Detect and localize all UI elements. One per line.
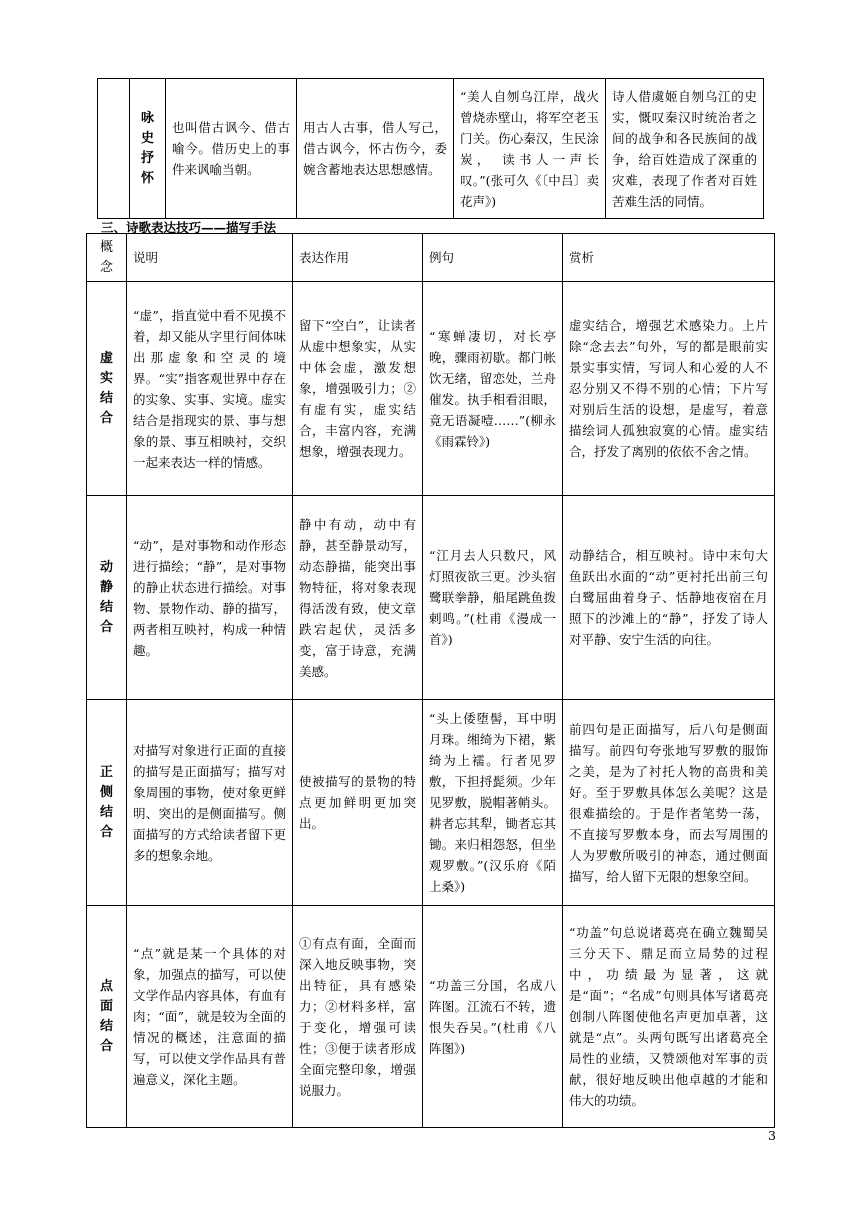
- table-row-yongshi: [98, 79, 764, 219]
- section-title: 三、诗歌表达技巧——描写手法: [101, 220, 277, 235]
- concept-char: 合: [99, 619, 113, 635]
- description-techniques-table: [86, 233, 775, 1128]
- category-char: 史: [140, 130, 154, 146]
- blank-cell: [98, 79, 130, 219]
- effect-cell: ①有点有面，全面而深入地反映事物，突出特征，具有感染力；②材料多样，富于变化，增强可读性；③便于读者形成全面完整印象，增强说服力。: [293, 906, 423, 1128]
- effect-cell: 留下“空白”，让读者从虚中想象实，从实中体会虚，激发想象，增强吸引力；②有虚有实，虚实结合，丰富内容，充满想象，增强表现力。: [293, 282, 423, 496]
- effect-cell: 静中有动，动中有静，甚至静景动写，动态静描，能突出事物特征，将对象表现得活泼有致，使文章跌宕起伏，灵活多变，富于诗意，充满美感。: [293, 496, 423, 700]
- description-cell: 也叫借古讽今、借古喻今。借历史上的事件来讽喻当朝。: [166, 79, 297, 219]
- concept-char: 动: [99, 559, 113, 575]
- concept-cell: [87, 496, 127, 700]
- concept-char: 合: [99, 824, 113, 840]
- description-cell: “虚”，指直觉中看不见摸不着，却又能从字里行间体味出那虚象和空灵的境界。“实”指客观世界中存在的实象、实事、实境。虚实结合是指现实的景、事与想象的景、事互相映衬，交织一起来表达一样的情感。: [127, 282, 293, 496]
- concept-char: 实: [99, 370, 113, 386]
- header-appreciation: 赏析: [563, 234, 775, 282]
- page-number: 3: [768, 1128, 776, 1143]
- appreciation-cell: 前四句是正面描写，后八句是侧面描写。前四句夸张地写罗敷的服饰之美，是为了衬托人物的高贵和美好。至于罗敷具体怎么美呢？这是很难描绘的。于是作者笔势一荡，不直接写罗敷本身，而去写周围的人为罗敷所吸引的神态，通过侧面描写，给人留下无限的想象空间。: [563, 700, 775, 906]
- header-effect: 表达作用: [293, 234, 423, 282]
- header-char: 念: [99, 259, 113, 275]
- example-cell: “美人自刎乌江岸，战火曾烧赤壁山，将军空老玉门关。伤心秦汉，生民涂炭， 读书人一声长叹。”(张可久《〔中吕〕卖花声》): [454, 79, 606, 219]
- example-cell: “功盖三分国，名成八阵图。江流石不转，遗恨失吞吴。”(杜甫《八阵图》): [423, 906, 563, 1128]
- header-char: 概: [99, 239, 113, 255]
- header-concept: [87, 234, 127, 282]
- concept-char: 面: [99, 998, 113, 1014]
- category-char: 咏: [140, 110, 154, 126]
- table-header-row: [87, 234, 775, 282]
- category-char: 怀: [140, 170, 154, 186]
- concept-char: 合: [99, 1038, 113, 1054]
- concept-char: 结: [99, 804, 113, 820]
- example-cell: “头上倭堕髻，耳中明月珠。缃绮为下裙，紫绮为上襦。行者见罗敷，下担捋髭须。少年见罗敷，脱帽著帩头。耕者忘其犁，锄者忘其锄。来归相怨怒，但坐观罗敷。”(汉乐府《陌上桑》): [423, 700, 563, 906]
- appreciation-cell: 虚实结合，增强艺术感染力。上片除“念去去”句外，写的都是眼前实景实事实情，写词人和心爱的人不忍分别又不得不别的心情；下片写对别后生活的设想，是虚写，着意描绘词人孤独寂寞的心情。虚实结合，抒发了离别的依依不舍之情。: [563, 282, 775, 496]
- concept-cell: [87, 700, 127, 906]
- concept-char: 虚: [99, 350, 113, 366]
- concept-char: 结: [99, 599, 113, 615]
- example-cell: “寒蝉凄切，对长亭晚，骤雨初歇。都门帐饮无绪，留恋处，兰舟催发。执手相看泪眼，竟无语凝噎……”(柳永《雨霖铃》): [423, 282, 563, 496]
- concept-char: 点: [99, 978, 113, 994]
- table-row-dianmian: [87, 906, 775, 1128]
- appreciation-cell: 诗人借虞姬自刎乌江的史实，慨叹秦汉时统治者之间的战争和各民族间的战争，给百姓造成了深重的灾难，表现了作者对百姓苦难生活的同情。: [606, 79, 764, 219]
- concept-cell: [87, 906, 127, 1128]
- header-example: 例句: [423, 234, 563, 282]
- category-cell: [130, 79, 166, 219]
- category-char: 抒: [140, 150, 154, 166]
- concept-char: 结: [99, 1018, 113, 1034]
- header-description: 说明: [127, 234, 293, 282]
- effect-cell: 用古人古事，借人写己，借古讽今，怀古伤今，委婉含蓄地表达思想感情。: [297, 79, 454, 219]
- concept-char: 结: [99, 390, 113, 406]
- concept-char: 合: [99, 410, 113, 426]
- appreciation-cell: “功盖”句总说诸葛亮在确立魏蜀吴三分天下、鼎足而立局势的过程中，功绩最为显著，这就是“面”；“名成”句则具体写诸葛亮创制八阵图使他名声更加卓著，这就是“点”。头两句既写出诸葛亮全局性的业绩，又赞颂他对军事的贡献，很好地反映出他卓越的才能和伟大的功绩。: [563, 906, 775, 1128]
- effect-cell: 使被描写的景物的特点更加鲜明更加突出。: [293, 700, 423, 906]
- description-cell: “动”，是对事物和动作形态进行描绘；“静”，是对事物的静止状态进行描绘。对事物、景物作动、静的描写，两者相互映衬，构成一种情趣。: [127, 496, 293, 700]
- table-row-zhengce: [87, 700, 775, 906]
- description-cell: 对描写对象进行正面的直接的描写是正面描写；描写对象周围的事物，使对象更鲜明、突出的是侧面描写。侧面描写的方式给读者留下更多的想象余地。: [127, 700, 293, 906]
- table-row-xushi: [87, 282, 775, 496]
- example-cell: “江月去人只数尺，风灯照夜欲三更。沙头宿鹭联拳静，船尾跳鱼拨剌鸣。”(杜甫《漫成一首》): [423, 496, 563, 700]
- continued-table: [97, 78, 764, 219]
- table-row-dongjing: [87, 496, 775, 700]
- concept-char: 静: [99, 579, 113, 595]
- appreciation-cell: 动静结合，相互映衬。诗中末句大鱼跃出水面的“动”更衬托出前三句白鹭屈曲着身子、恬静地夜宿在月照下的沙滩上的“静”，抒发了诗人对平静、安宁生活的向往。: [563, 496, 775, 700]
- concept-cell: [87, 282, 127, 496]
- description-cell: “点”就是某一个具体的对象，加强点的描写，可以使文学作品内容具体，有血有肉；“面”，就是较为全面的情况的概述，注意面的描写，可以使文学作品具有普遍意义，深化主题。: [127, 906, 293, 1128]
- concept-char: 侧: [99, 784, 113, 800]
- concept-char: 正: [99, 764, 113, 780]
